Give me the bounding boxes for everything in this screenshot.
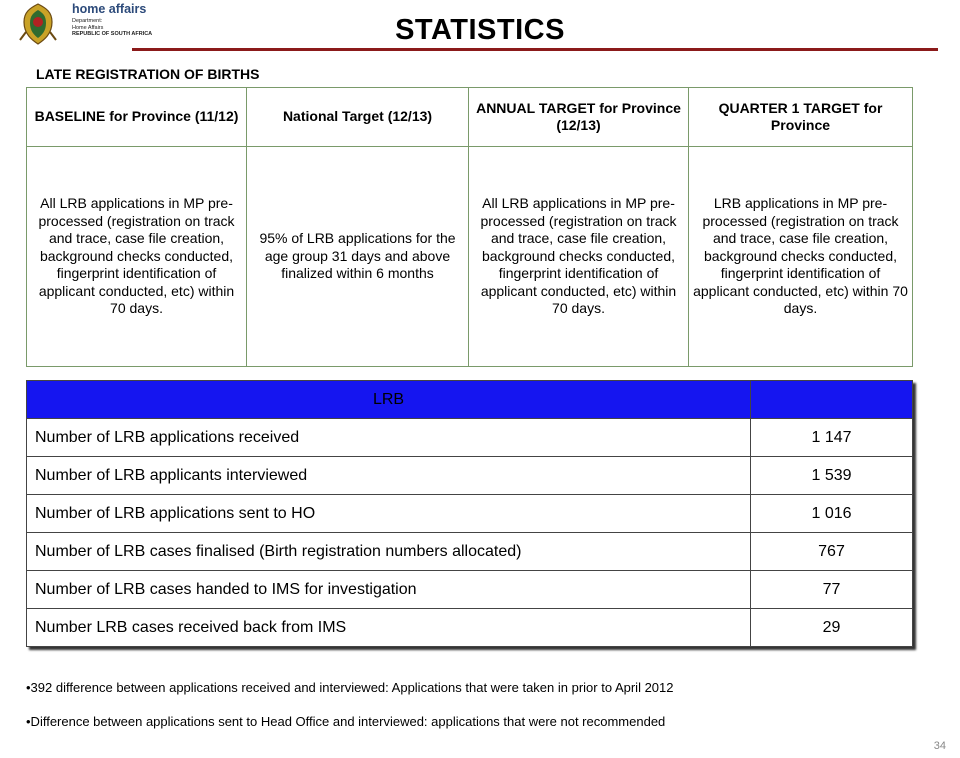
note-item: •392 difference between applications received and interviewed: Applications that were taken in prior to April 2012: [26, 680, 674, 695]
brand-sub-line: Department:: [72, 18, 103, 24]
row-label: Number LRB cases received back from IMS: [27, 609, 751, 647]
row-label: Number of LRB applications sent to HO: [27, 495, 751, 533]
row-label: Number of LRB cases finalised (Birth registration numbers allocated): [27, 533, 751, 571]
lrb-header-row: [27, 381, 913, 419]
table-row: [27, 457, 913, 495]
lrb-header-label: LRB: [27, 381, 751, 419]
brand-sub-line: REPUBLIC OF SOUTH AFRICA: [72, 31, 153, 37]
row-value: 29: [751, 609, 913, 647]
table-row: [27, 533, 913, 571]
cell-baseline: All LRB applications in MP pre-processed (registration on track and trace, case file creation, background checks conducted, fingerprint identification of applicant conducted, etc) within 70 days.: [27, 147, 247, 367]
page-title: STATISTICS: [395, 14, 565, 46]
row-value: 1 539: [751, 457, 913, 495]
header-annual-target: ANNUAL TARGET for Province (12/13): [469, 88, 689, 147]
targets-row: [27, 147, 913, 367]
table-row: [27, 571, 913, 609]
cell-national-target: 95% of LRB applications for the age group 31 days and above finalized within 6 months: [247, 147, 469, 367]
brand-name: home affairs: [72, 2, 147, 16]
brand-sub-line: Home Affairs: [72, 24, 104, 31]
cell-annual-target: All LRB applications in MP pre-processed (registration on track and trace, case file creation, background checks conducted, fingerprint identification of applicant conducted, etc) within 70 days.: [469, 147, 689, 367]
row-label: Number of LRB cases handed to IMS for investigation: [27, 571, 751, 609]
row-label: Number of LRB applicants interviewed: [27, 457, 751, 495]
title-divider: [132, 48, 938, 51]
table-row: [27, 495, 913, 533]
header-baseline: BASELINE for Province (11/12): [27, 88, 247, 147]
row-value: 767: [751, 533, 913, 571]
header-national-target: National Target (12/13): [247, 88, 469, 147]
row-label: Number of LRB applications received: [27, 419, 751, 457]
targets-header-row: [27, 88, 913, 147]
section-title: LATE REGISTRATION OF BIRTHS: [36, 66, 260, 82]
lrb-header-value: [751, 381, 913, 419]
row-value: 1 016: [751, 495, 913, 533]
note-item: •Difference between applications sent to Head Office and interviewed: applications that were not recommended: [26, 714, 666, 729]
row-value: 77: [751, 571, 913, 609]
table-row: [27, 609, 913, 647]
row-value: 1 147: [751, 419, 913, 457]
header-quarter-target: QUARTER 1 TARGET for Province: [689, 88, 913, 147]
page-number: 34: [933, 740, 946, 752]
cell-quarter-target: LRB applications in MP pre-processed (registration on track and trace, case file creation, background checks conducted, fingerprint identification of applicant conducted, etc) within 70 days.: [689, 147, 913, 367]
table-row: [27, 419, 913, 457]
lrb-stats-table: [26, 380, 913, 647]
targets-table: [26, 87, 913, 367]
